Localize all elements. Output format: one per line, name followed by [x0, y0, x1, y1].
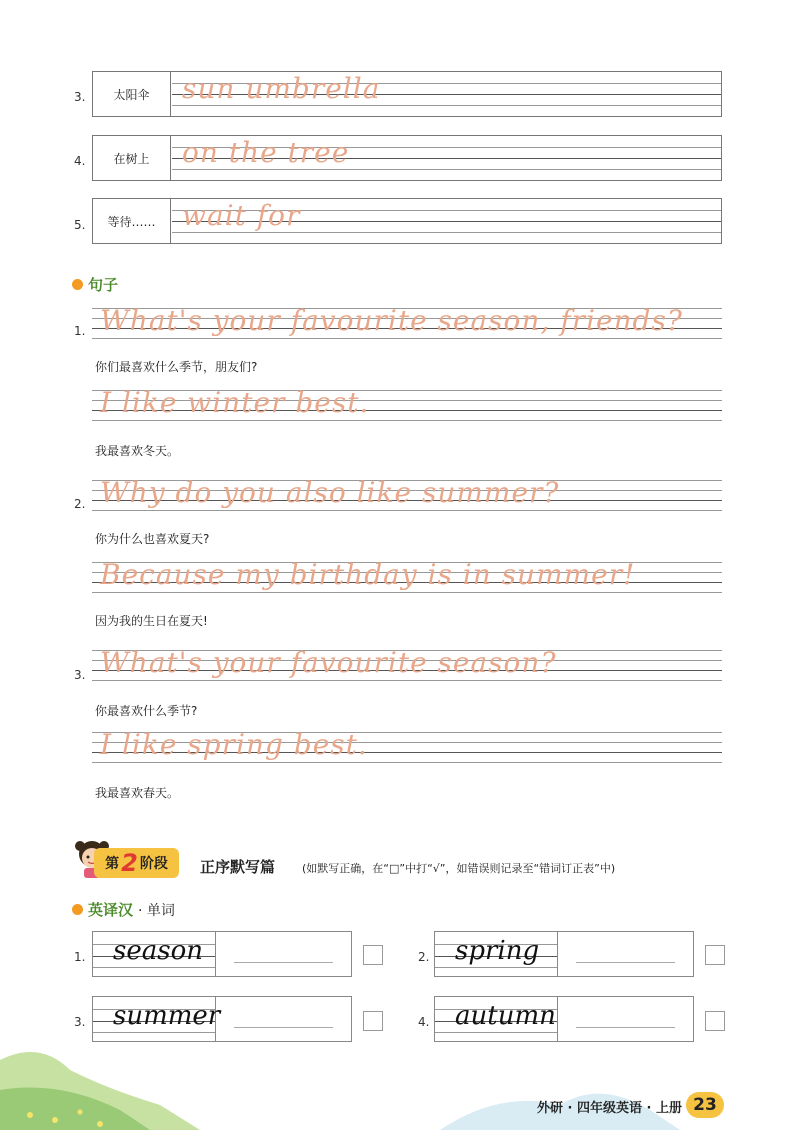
word-row — [92, 931, 352, 977]
phrase-number: 4. — [74, 154, 86, 168]
stage-instructions: (如默写正确，在“□”中打“√”，如错误则记录至“错词订正表”中) — [302, 862, 616, 875]
section-heading-sentences: 句子 — [72, 274, 118, 295]
section-heading-words: 英译汉 · 单词 — [72, 899, 175, 920]
sentence-english: I like winter best. — [100, 386, 370, 419]
word-number: 2. — [418, 950, 430, 964]
sentence-english: Because my birthday is in summer! — [100, 558, 636, 591]
stage-badge — [72, 840, 182, 880]
sentence-row — [92, 304, 722, 348]
phrase-row — [92, 198, 722, 244]
phrase-english: wait for — [182, 199, 301, 232]
stage-tab: 第 2 阶段 — [94, 848, 179, 878]
check-box[interactable] — [705, 945, 725, 965]
sentence-row — [92, 476, 722, 520]
sentence-chinese: 你们最喜欢什么季节，朋友们? — [95, 360, 258, 374]
sentence-english: Why do you also like summer? — [100, 476, 560, 509]
sentence-chinese: 你为什么也喜欢夏天? — [95, 532, 210, 546]
word-row — [434, 931, 694, 977]
sentence-number: 3. — [74, 668, 86, 682]
sentence-chinese: 因为我的生日在夏天! — [95, 614, 208, 628]
sentence-row — [92, 386, 722, 430]
phrase-chinese: 等待…… — [93, 199, 171, 243]
phrase-number: 3. — [74, 90, 86, 104]
page-number: 23 — [686, 1092, 724, 1118]
bullet-icon — [72, 904, 83, 915]
phrase-row — [92, 135, 722, 181]
sentence-english: What's your favourite season, friends? — [100, 304, 683, 337]
sentence-row — [92, 558, 722, 602]
sentence-number: 2. — [74, 497, 86, 511]
sentence-row — [92, 646, 722, 690]
sentence-chinese: 你最喜欢什么季节? — [95, 704, 198, 718]
answer-line[interactable] — [576, 962, 675, 963]
phrase-english: on the tree — [182, 136, 350, 169]
english-word: summer — [113, 1001, 221, 1031]
answer-line[interactable] — [234, 962, 333, 963]
writing-lines — [172, 136, 721, 180]
bullet-icon — [72, 279, 83, 290]
sentence-english: What's your favourite season? — [100, 646, 557, 679]
english-word: autumn — [455, 1001, 556, 1031]
word-number: 1. — [74, 950, 86, 964]
phrase-chinese: 在树上 — [93, 136, 171, 180]
check-box[interactable] — [363, 945, 383, 965]
phrase-number: 5. — [74, 218, 86, 232]
sentence-row — [92, 728, 722, 772]
stage-title: 正序默写篇 — [200, 858, 276, 876]
sentence-chinese: 我最喜欢冬天。 — [95, 444, 180, 458]
word-number: 4. — [418, 1015, 430, 1029]
phrase-row — [92, 71, 722, 117]
sentence-chinese: 我最喜欢春天。 — [95, 786, 180, 800]
english-word: season — [113, 936, 203, 966]
phrase-chinese: 太阳伞 — [93, 72, 171, 116]
writing-lines — [172, 72, 721, 116]
phrase-english: sun umbrella — [182, 72, 381, 105]
sentence-number: 1. — [74, 324, 86, 338]
word-number: 3. — [74, 1015, 86, 1029]
english-word: spring — [455, 936, 540, 966]
writing-lines — [172, 199, 721, 243]
footer-book-title: 外研 · 四年级英语 · 上册 — [537, 1101, 682, 1116]
sentence-english: I like spring best. — [100, 728, 368, 761]
